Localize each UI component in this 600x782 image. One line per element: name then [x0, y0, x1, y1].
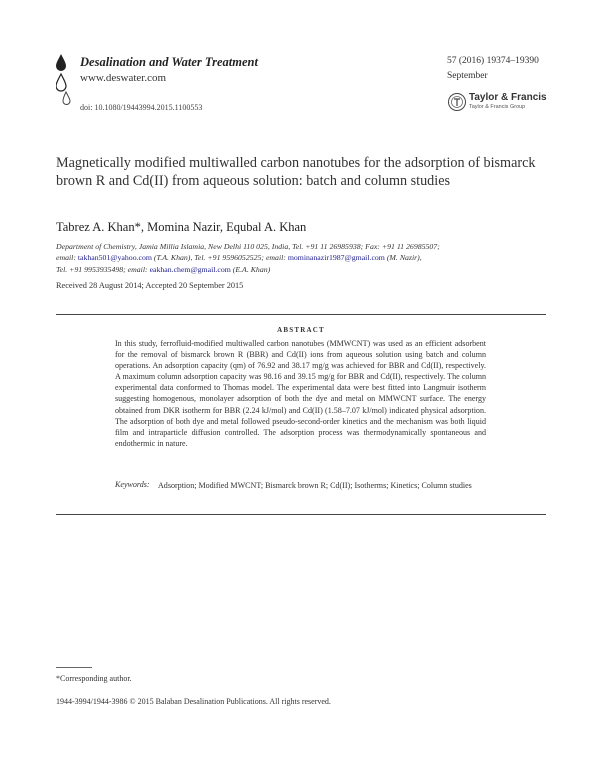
copyright-line: 1944-3994/1944-3986 © 2015 Balaban Desalination Publications. All rights reserved. [56, 697, 331, 706]
volume-pages: 57 (2016) 19374–19390 [447, 56, 539, 66]
publisher-subname: Taylor & Francis Group [469, 104, 526, 110]
doi[interactable]: doi: 10.1080/19443994.2015.1100553 [80, 103, 203, 112]
publisher-logo [448, 92, 558, 114]
journal-logo-icon [56, 54, 72, 112]
received-dates: Received 28 August 2014; Accepted 20 September 2015 [56, 281, 244, 290]
email-link-khan[interactable]: takhan501@yahoo.com [77, 253, 152, 263]
affiliation-line-3 [56, 264, 556, 275]
publisher-emblem-icon [448, 92, 466, 112]
email-prefix: email: [56, 253, 78, 263]
affiliation-text: Tel. +91 9953935498; email: [56, 264, 150, 274]
divider-top [56, 314, 546, 315]
journal-title: Desalination and Water Treatment [80, 55, 258, 69]
publication-month: September [447, 71, 488, 81]
email-link-nazir[interactable]: mominanazir1987@gmail.com [287, 253, 385, 263]
article-authors: Tabrez A. Khan*, Momina Nazir, Equbal A. Khan [56, 220, 307, 234]
author-affiliation [56, 241, 556, 275]
keywords-label: Keywords: [115, 480, 150, 489]
affiliation-text: (M. Nazir), [384, 253, 422, 263]
publisher-name: Taylor & Francis [469, 92, 547, 103]
affiliation-line-1: Department of Chemistry, Jamia Millia Islamia, New Delhi 110 025, India, Tel. +91 11 26985938; Fax: +91 11 26985507; [56, 242, 440, 251]
divider-bottom [56, 514, 546, 515]
keywords-text: Adsorption; Modified MWCNT; Bismarck brown R; Cd(II); Isotherms; Kinetics; Column studies [158, 481, 472, 490]
journal-url[interactable]: www.deswater.com [80, 72, 167, 84]
affiliation-text: (T.A. Khan), Tel. +91 9596052525; email: [151, 253, 288, 263]
affiliation-text: (E.A. Khan) [230, 264, 271, 274]
corresponding-author-footnote: *Corresponding author. [56, 674, 132, 683]
affiliation-line-2 [56, 252, 556, 263]
email-link-eakhan[interactable]: eakhan.chem@gmail.com [149, 264, 231, 274]
abstract-body: In this study, ferrofluid-modified multiwalled carbon nanotubes (MMWCNT) was used as an efficient adsorbent for the removal of bismarck brown R (BBR) and Cd(II) ions from aqueous solution using batch and column operations. An adsorption capacity (qm) of 76.92 and 38.17 mg/g was achieved for BBR and Cd(II), respectively. A maximum column adsorption capacity was 98.16 and 39.15 mg/g for BBR and Cd(II), respectively. The column experimental data conformed to Thomas model. The experimental data were best fitted into Langmuir isotherm suggesting homogenous, monolayer adsorption of both the dye and metal on MMWCNT surface. The energy obtained from DKR isotherm for BBR (2.24 kJ/mol) and Cd(II) (1.58–7.07 kJ/mol) indicated physical adsorption. The adsorption of both dye and metal followed pseudo-second-order kinetics and the mechanism was both liquid film and intraparticle diffusion controlled. The adsorption process was thermodynamically spontaneous and endothermic in nature. [115, 339, 486, 448]
abstract-heading: ABSTRACT [277, 326, 325, 334]
footnote-rule [56, 667, 92, 668]
article-title: Magnetically modified multiwalled carbon nanotubes for the adsorption of bismarck brown R and Cd(II) from aqueous solution: batch and column studies [56, 155, 536, 189]
